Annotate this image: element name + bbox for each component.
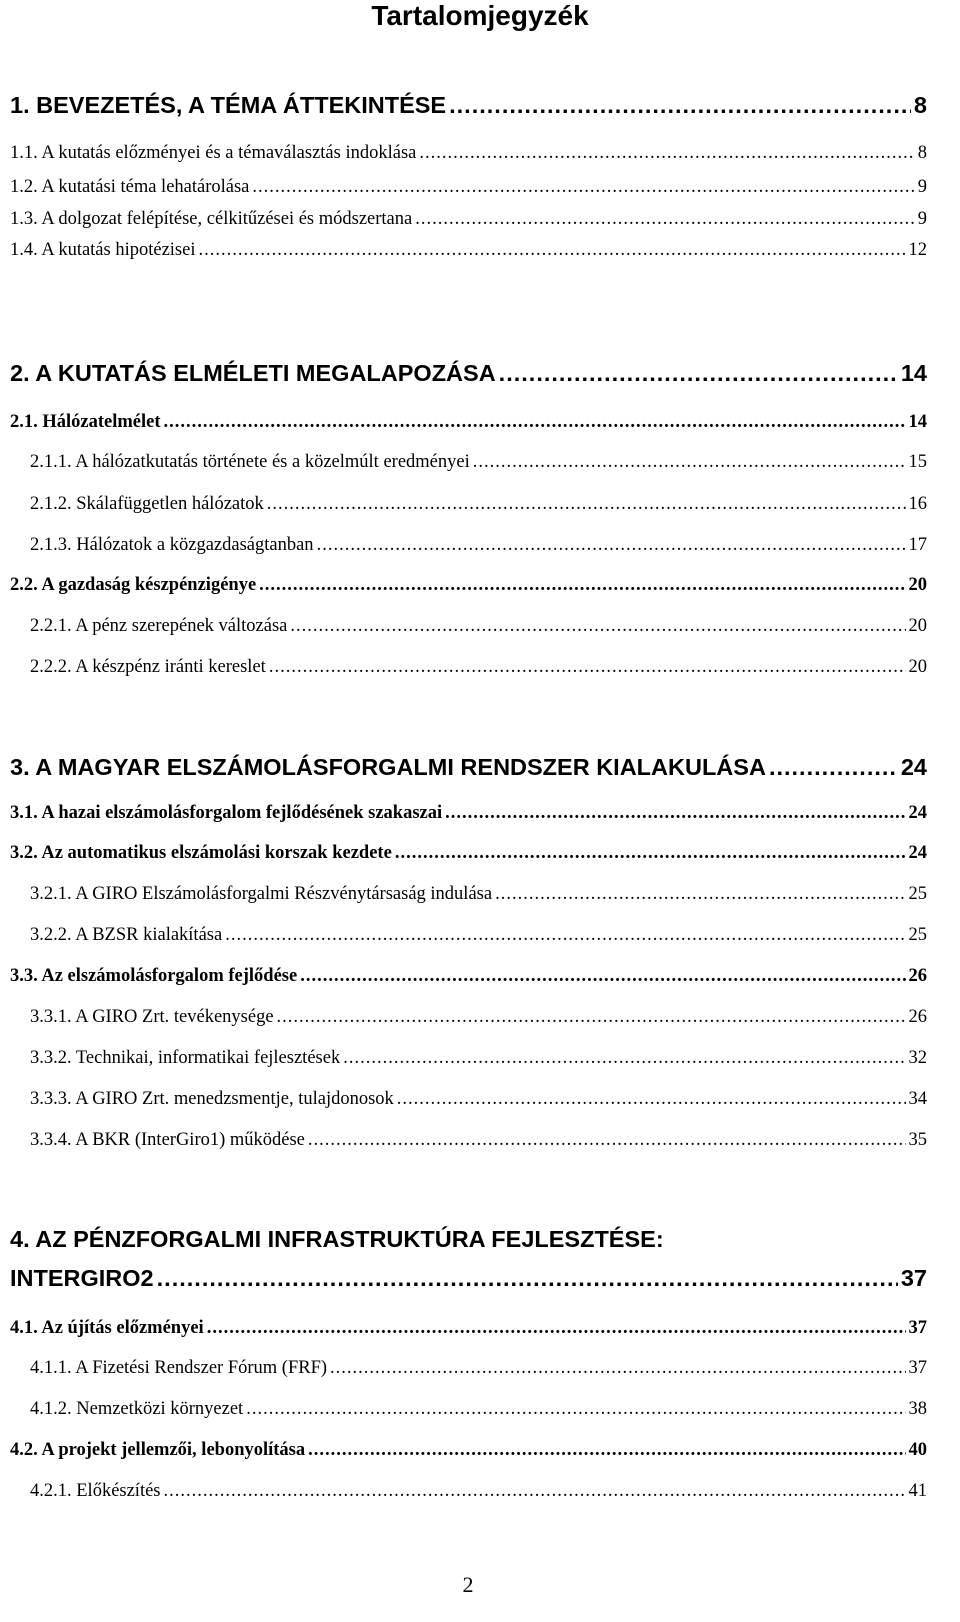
toc-entry-label: 1.4. A kutatás hipotézisei [10, 240, 196, 260]
toc-entry-chapter-4[interactable] [10, 1265, 927, 1292]
toc-entry-page: 25 [908, 925, 927, 945]
toc-entry-page: 40 [908, 1440, 927, 1460]
toc-entry-page: 38 [908, 1399, 927, 1419]
toc-entry-page: 35 [908, 1130, 927, 1150]
toc-entry-page: 15 [908, 452, 927, 472]
dot-leader [225, 925, 905, 946]
toc-entry-2-2[interactable] [10, 575, 927, 596]
toc-entry-2-2-2[interactable] [10, 657, 927, 678]
dot-leader [290, 616, 905, 637]
page-title: Tartalomjegyzék [371, 0, 589, 31]
toc-entry-3-3-2[interactable] [10, 1048, 927, 1069]
toc-entry-chapter-2[interactable] [10, 360, 927, 387]
toc-entry-label: 3.2.2. A BZSR kialakítása [30, 925, 223, 945]
toc-entry-3-2-2[interactable] [10, 925, 927, 946]
toc-entry-2-1-2[interactable] [10, 494, 927, 515]
toc-entry-label: 2.1.2. Skálafüggetlen hálózatok [30, 494, 264, 514]
toc-entry-label: 1.2. A kutatási téma lehatárolása [10, 177, 250, 197]
toc-entry-2-2-1[interactable] [10, 616, 927, 637]
toc-entry-label: 2. A KUTATÁS ELMÉLETI MEGALAPOZÁSA [10, 360, 496, 386]
toc-entry-label: 3.2.1. A GIRO Elszámolásforgalmi Részvénytársaság indulása [30, 884, 493, 904]
page-number: 2 [462, 1572, 474, 1597]
toc-entry-label: 1. BEVEZETÉS, A TÉMA ÁTTEKINTÉSE [10, 92, 447, 118]
toc-entry-3-3-3[interactable] [10, 1089, 927, 1110]
toc-entry-page: 20 [908, 575, 927, 595]
toc-entry-1-4[interactable] [10, 240, 927, 261]
dot-leader [252, 177, 914, 198]
toc-entry-page: 9 [917, 177, 927, 197]
toc-entry-label: 2.2.2. A készpénz iránti kereslet [30, 657, 266, 677]
dot-leader [267, 494, 906, 515]
dot-leader [395, 843, 906, 864]
dot-leader [246, 1399, 905, 1420]
dot-leader [419, 143, 914, 164]
toc-entry-page: 34 [908, 1089, 927, 1109]
toc-entry-label: 3.3.3. A GIRO Zrt. menedzsmentje, tulajdonosok [30, 1089, 394, 1109]
toc-entry-4-1-2[interactable] [10, 1399, 927, 1420]
toc-entry-page: 37 [900, 1265, 927, 1291]
toc-entry-label: 3. A MAGYAR ELSZÁMOLÁSFORGALMI RENDSZER KIALAKULÁSA [10, 754, 766, 780]
toc-entry-label: 1.3. A dolgozat felépítése, célkitűzései és módszertana [10, 209, 413, 229]
toc-entry-label: 4. AZ PÉNZFORGALMI INFRASTRUKTÚRA FEJLESZTÉSE: [10, 1226, 664, 1252]
dot-leader [415, 209, 915, 230]
dot-leader [164, 1481, 906, 1502]
toc-entry-page: 8 [913, 92, 927, 118]
toc-entry-page: 24 [908, 843, 927, 863]
toc-entry-chapter-1[interactable] [10, 92, 927, 119]
dot-leader [300, 966, 905, 987]
toc-entry-1-1[interactable] [10, 143, 927, 164]
dot-leader [499, 360, 898, 387]
toc-entry-page: 37 [908, 1318, 927, 1338]
toc-entry-page: 25 [908, 884, 927, 904]
dot-leader [259, 575, 905, 596]
toc-entry-label: 3.3. Az elszámolásforgalom fejlődése [10, 966, 298, 986]
toc-entry-chapter-3[interactable] [10, 754, 927, 781]
toc-entry-4-2-1[interactable] [10, 1481, 927, 1502]
toc-entry-label: 3.3.2. Technikai, informatikai fejlesztések [30, 1048, 341, 1068]
toc-entry-4-1-1[interactable] [10, 1358, 927, 1379]
toc-entry-page: 26 [908, 1007, 927, 1027]
toc-entry-label: 4.2. A projekt jellemzői, lebonyolítása [10, 1440, 306, 1460]
dot-leader [330, 1358, 905, 1379]
toc-entry-3-2[interactable] [10, 843, 927, 864]
dot-leader [317, 535, 906, 556]
toc-entry-2-1[interactable] [10, 412, 927, 433]
toc-entry-page: 14 [908, 412, 927, 432]
toc-entry-page: 24 [900, 754, 927, 780]
toc-entry-page: 26 [908, 966, 927, 986]
dot-leader [397, 1089, 906, 1110]
toc-entry-label: 3.3.1. A GIRO Zrt. tevékenysége [30, 1007, 274, 1027]
toc-entry-2-1-3[interactable] [10, 535, 927, 556]
toc-entry-3-2-1[interactable] [10, 884, 927, 905]
toc-entry-chapter-4-line-1[interactable] [10, 1226, 927, 1253]
dot-leader [308, 1130, 906, 1151]
toc-entry-label: 4.1.2. Nemzetközi környezet [30, 1399, 244, 1419]
toc-entry-page: 9 [917, 209, 927, 229]
toc-entry-label: 3.2. Az automatikus elszámolási korszak kezdete [10, 843, 392, 863]
toc-entry-label: INTERGIRO2 [10, 1265, 154, 1291]
toc-entry-label: 2.2. A gazdaság készpénzigénye [10, 575, 257, 595]
toc-entry-3-3[interactable] [10, 966, 927, 987]
dot-leader [164, 412, 906, 433]
toc-entry-label: 2.1.3. Hálózatok a közgazdaságtanban [30, 535, 314, 555]
toc-entry-page: 37 [908, 1358, 927, 1378]
toc-entry-label: 2.1. Hálózatelmélet [10, 412, 161, 432]
dot-leader [199, 240, 906, 261]
dot-leader [207, 1318, 906, 1339]
toc-entry-4-2[interactable] [10, 1440, 927, 1461]
toc-entry-label: 2.2.1. A pénz szerepének változása [30, 616, 288, 636]
toc-entry-page: 41 [908, 1481, 927, 1501]
dot-leader [277, 1007, 906, 1028]
dot-leader [269, 657, 906, 678]
toc-entry-label: 1.1. A kutatás előzményei és a témaválasztás indoklása [10, 143, 417, 163]
toc-entry-label: 2.1.1. A hálózatkutatás története és a közelmúlt eredményei [30, 452, 470, 472]
dot-leader [473, 452, 906, 473]
toc-entry-page: 24 [908, 803, 927, 823]
toc-entry-page: 20 [908, 657, 927, 677]
toc-entry-3-1[interactable] [10, 803, 927, 824]
toc-entry-label: 3.3.4. A BKR (InterGiro1) működése [30, 1130, 305, 1150]
toc-entry-page: 8 [917, 143, 927, 163]
toc-entry-page: 16 [908, 494, 927, 514]
toc-entry-page: 20 [908, 616, 927, 636]
toc-entry-label: 4.1. Az újítás előzményei [10, 1318, 204, 1338]
dot-leader [343, 1048, 905, 1069]
toc-entry-label: 3.1. A hazai elszámolásforgalom fejlődésének szakaszai [10, 803, 443, 823]
toc-entry-3-3-4[interactable] [10, 1130, 927, 1151]
dot-leader [308, 1440, 905, 1461]
toc-entry-1-3[interactable] [10, 209, 927, 230]
dot-leader [157, 1265, 898, 1292]
toc-entry-label: 4.2.1. Előkészítés [30, 1481, 161, 1501]
toc-entry-1-2[interactable] [10, 177, 927, 198]
dot-leader [495, 884, 905, 905]
toc-entry-page: 14 [900, 360, 927, 386]
toc-entry-label: 4.1.1. A Fizetési Rendszer Fórum (FRF) [30, 1358, 328, 1378]
toc-entry-page: 32 [908, 1048, 927, 1068]
toc-entry-page: 12 [908, 240, 927, 260]
dot-leader [769, 754, 898, 781]
dot-leader [449, 92, 911, 119]
toc-entry-4-1[interactable] [10, 1318, 927, 1339]
dot-leader [445, 803, 905, 824]
toc-entry-3-3-1[interactable] [10, 1007, 927, 1028]
toc-entry-2-1-1[interactable] [10, 452, 927, 473]
toc-entry-page: 17 [908, 535, 927, 555]
